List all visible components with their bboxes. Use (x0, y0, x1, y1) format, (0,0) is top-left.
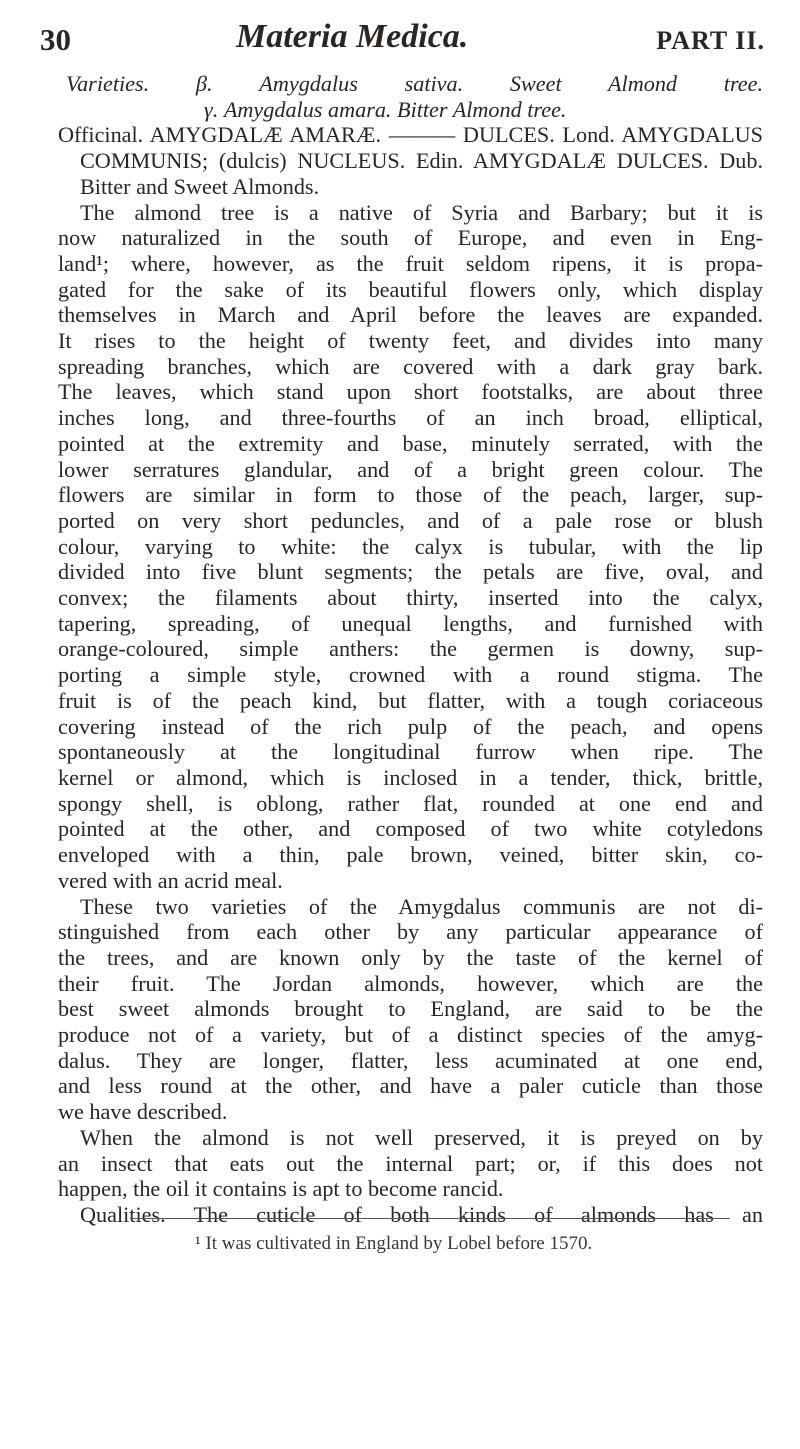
text-line: When the almond is not well preserved, it is preyed on by (80, 1124, 763, 1150)
text-line: porting a simple style, crowned with a round stigma. The (58, 662, 763, 688)
text-line: dalus. They are longer, flatter, less acuminated at one end, (58, 1047, 763, 1073)
text-line: convex; the filaments about thirty, inserted into the calyx, (58, 585, 763, 611)
text-line: now naturalized in the south of Europe, and even in Eng- (58, 225, 763, 251)
text-line: orange-coloured, simple anthers: the germen is downy, sup- (58, 636, 763, 662)
text-line: themselves in March and April before the leaves are expanded. (58, 302, 763, 328)
text-line: vered with an acrid meal. (58, 867, 283, 893)
part-label: PART II. (656, 26, 765, 55)
text-line: Varieties. β. Amygdalus sativa. Sweet Almond tree. (66, 71, 763, 96)
text-line: Bitter and Sweet Almonds. (80, 173, 320, 199)
text-line: spreading branches, which are covered with a dark gray bark. (58, 353, 763, 379)
text-line: The almond tree is a native of Syria and Barbary; but it is (80, 199, 763, 225)
text-line: Officinal. AMYGDALÆ AMARÆ. ——— DULCES. Lond. AMYGDALUS (58, 122, 763, 148)
text-line: best sweet almonds brought to England, are said to be the (58, 996, 763, 1022)
text-line: stinguished from each other by any particular appearance of (58, 919, 763, 945)
text-line: COMMUNIS; (dulcis) NUCLEUS. Edin. AMYGDALÆ DULCES. Dub. (80, 148, 763, 174)
text-line: Qualities. The cuticle of both kinds of almonds has an (80, 1201, 763, 1227)
text-line: spontaneously at the longitudinal furrow when ripe. The (58, 739, 763, 765)
text-line: happen, the oil it contains is apt to become rancid. (58, 1176, 504, 1202)
text-line: ported on very short peduncles, and of a pale rose or blush (58, 507, 763, 533)
text-line: γ. Amygdalus amara. Bitter Almond tree. (204, 96, 567, 122)
text-line: the trees, and are known only by the taste of the kernel of (58, 944, 763, 970)
text-line: The leaves, which stand upon short footstalks, are about three (58, 379, 763, 405)
text-line: divided into five blunt segments; the petals are five, oval, and (58, 559, 763, 585)
body-text (58, 71, 763, 1228)
text-line: flowers are similar in form to those of the peach, larger, sup- (58, 482, 763, 508)
text-line: tapering, spreading, of unequal lengths, and furnished with (58, 610, 763, 636)
text-line: colour, varying to white: the calyx is tubular, with the lip (58, 533, 763, 559)
text-line: pointed at the extremity and base, minutely serrated, with the (58, 430, 763, 456)
text-line: kernel or almond, which is inclosed in a tender, thick, brittle, (58, 764, 763, 790)
footnote: ¹ It was cultivated in England by Lobel before 1570. (195, 1233, 593, 1254)
text-line: It rises to the height of twenty feet, and divides into many (58, 328, 763, 354)
text-line: pointed at the other, and composed of two white cotyledons (58, 816, 763, 842)
text-line: inches long, and three-fourths of an inch broad, elliptical, (58, 405, 763, 431)
text-line: produce not of a variety, but of a distinct species of the amyg- (58, 1022, 763, 1048)
page-header (40, 18, 765, 62)
text-line: fruit is of the peach kind, but flatter, with a tough coriaceous (58, 687, 763, 713)
text-line: their fruit. The Jordan almonds, however, which are the (58, 970, 763, 996)
text-line: enveloped with a thin, pale brown, veined, bitter skin, co- (58, 842, 763, 868)
text-line: we have described. (58, 1099, 228, 1125)
text-line: land¹; where, however, as the fruit seldom ripens, it is propa- (58, 250, 763, 276)
text-line: and less round at the other, and have a paler cuticle than those (58, 1073, 763, 1099)
page-number: 30 (40, 22, 71, 57)
text-line: an insect that eats out the internal part; or, if this does not (58, 1150, 763, 1176)
text-line: spongy shell, is oblong, rather flat, rounded at one end and (58, 790, 763, 816)
text-line: covering instead of the rich pulp of the peach, and opens (58, 713, 763, 739)
text-line: These two varieties of the Amygdalus communis are not di- (80, 893, 763, 919)
running-title: Materia Medica. (236, 18, 469, 55)
text-line: gated for the sake of its beautiful flowers only, which display (58, 276, 763, 302)
footnote-rule (130, 1218, 730, 1219)
text-line: lower serratures glandular, and of a bright green colour. The (58, 456, 763, 482)
